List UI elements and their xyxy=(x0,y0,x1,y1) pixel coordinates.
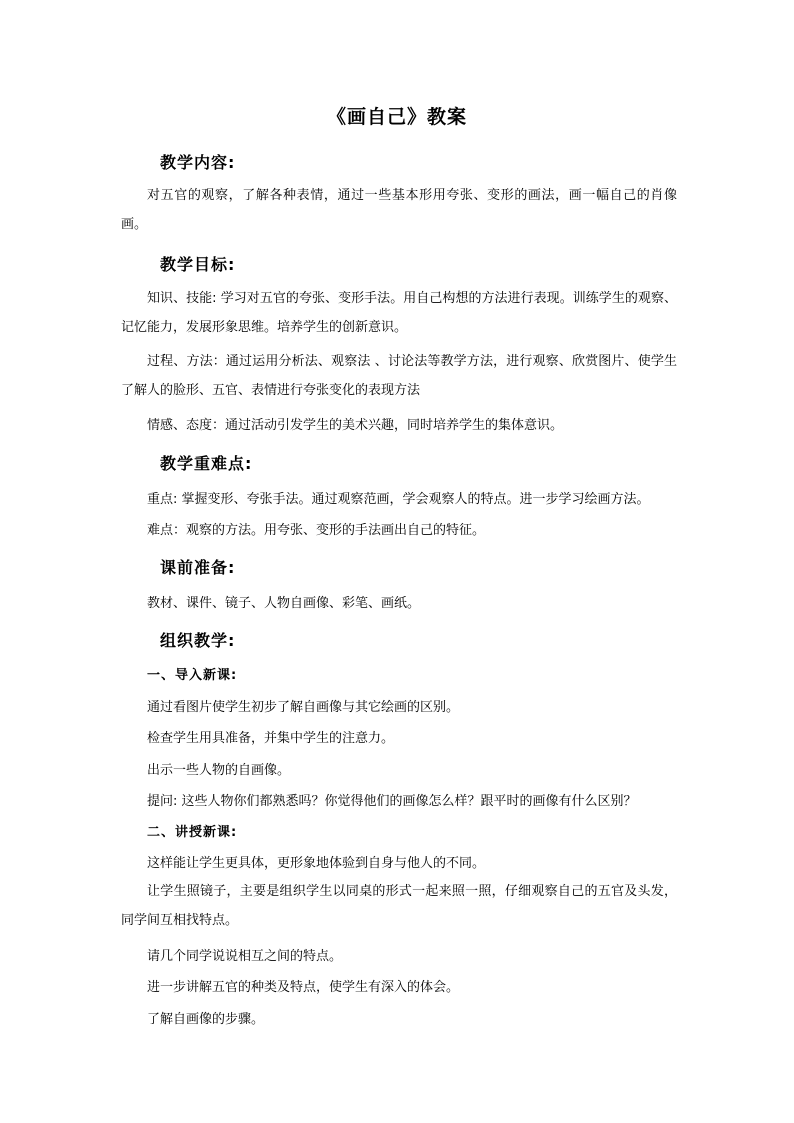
list-item: 通过看图片使学生初步了解自画像与其它绘画的区别。 xyxy=(147,700,460,715)
heading-preparation: 课前准备: xyxy=(160,558,236,577)
heading-teaching-goals: 教学目标: xyxy=(160,255,236,274)
list-item: 请几个同学说说相互之间的特点。 xyxy=(147,949,343,964)
subheading-new-lesson: 二、讲授新课: xyxy=(147,825,238,840)
list-item: 检查学生用具准备，并集中学生的注意力。 xyxy=(147,731,395,746)
list-item: 提问: 这些人物你们都熟悉吗？你觉得他们的画像怎么样？跟平时的画像有什么区别？ xyxy=(147,794,637,809)
paragraph-goal-knowledge: 知识、技能: 学习对五官的夸张、变形手法。用自己构想的方法进行表现。训练学生的观察、记忆能力，发展形象思维。培养学生的创新意识。 xyxy=(121,291,677,335)
list-item: 这样能让学生更具体，更形象地体验到自身与他人的不同。 xyxy=(147,856,486,871)
paragraph-preparation: 教材、课件、镜子、人物自画像、彩笔、画纸。 xyxy=(147,596,421,611)
paragraph-key-point: 重点: 掌握变形、夸张手法。通过观察范画，学会观察人的特点。进一步学习绘画方法。 xyxy=(147,492,650,507)
subheading-intro: 一、导入新课: xyxy=(147,668,238,683)
heading-organization: 组织教学: xyxy=(160,631,236,650)
heading-key-points: 教学重难点: xyxy=(160,454,253,473)
list-item: 了解自画像的步骤。 xyxy=(147,1012,265,1027)
paragraph-difficult-point: 难点：观察的方法。用夸张、变形的手法画出自己的特征。 xyxy=(147,523,486,538)
list-item: 让学生照镜子，主要是组织学生以同桌的形式一起来照一照，仔细观察自己的五官及头发，同学间互相找特点。 xyxy=(121,884,677,928)
paragraph-goal-process: 过程、方法：通过运用分析法、观察法 、讨论法等教学方法，进行观察、欣赏图片、使学生了解人的脸形、五官、表情进行夸张变化的表现方法 xyxy=(121,354,677,398)
paragraph-goal-attitude: 情感、态度：通过活动引发学生的美术兴趣，同时培养学生的集体意识。 xyxy=(147,418,564,433)
paragraph-teaching-content: 对五官的观察，了解各种表情，通过一些基本形用夸张、变形的画法，画一幅自己的肖像画。 xyxy=(121,188,677,232)
list-item: 出示一些人物的自画像。 xyxy=(147,763,291,778)
list-item: 进一步讲解五官的种类及特点，使学生有深入的体会。 xyxy=(147,980,460,995)
heading-teaching-content: 教学内容: xyxy=(160,153,236,172)
document-title: 《画自己》教案 xyxy=(326,106,467,128)
